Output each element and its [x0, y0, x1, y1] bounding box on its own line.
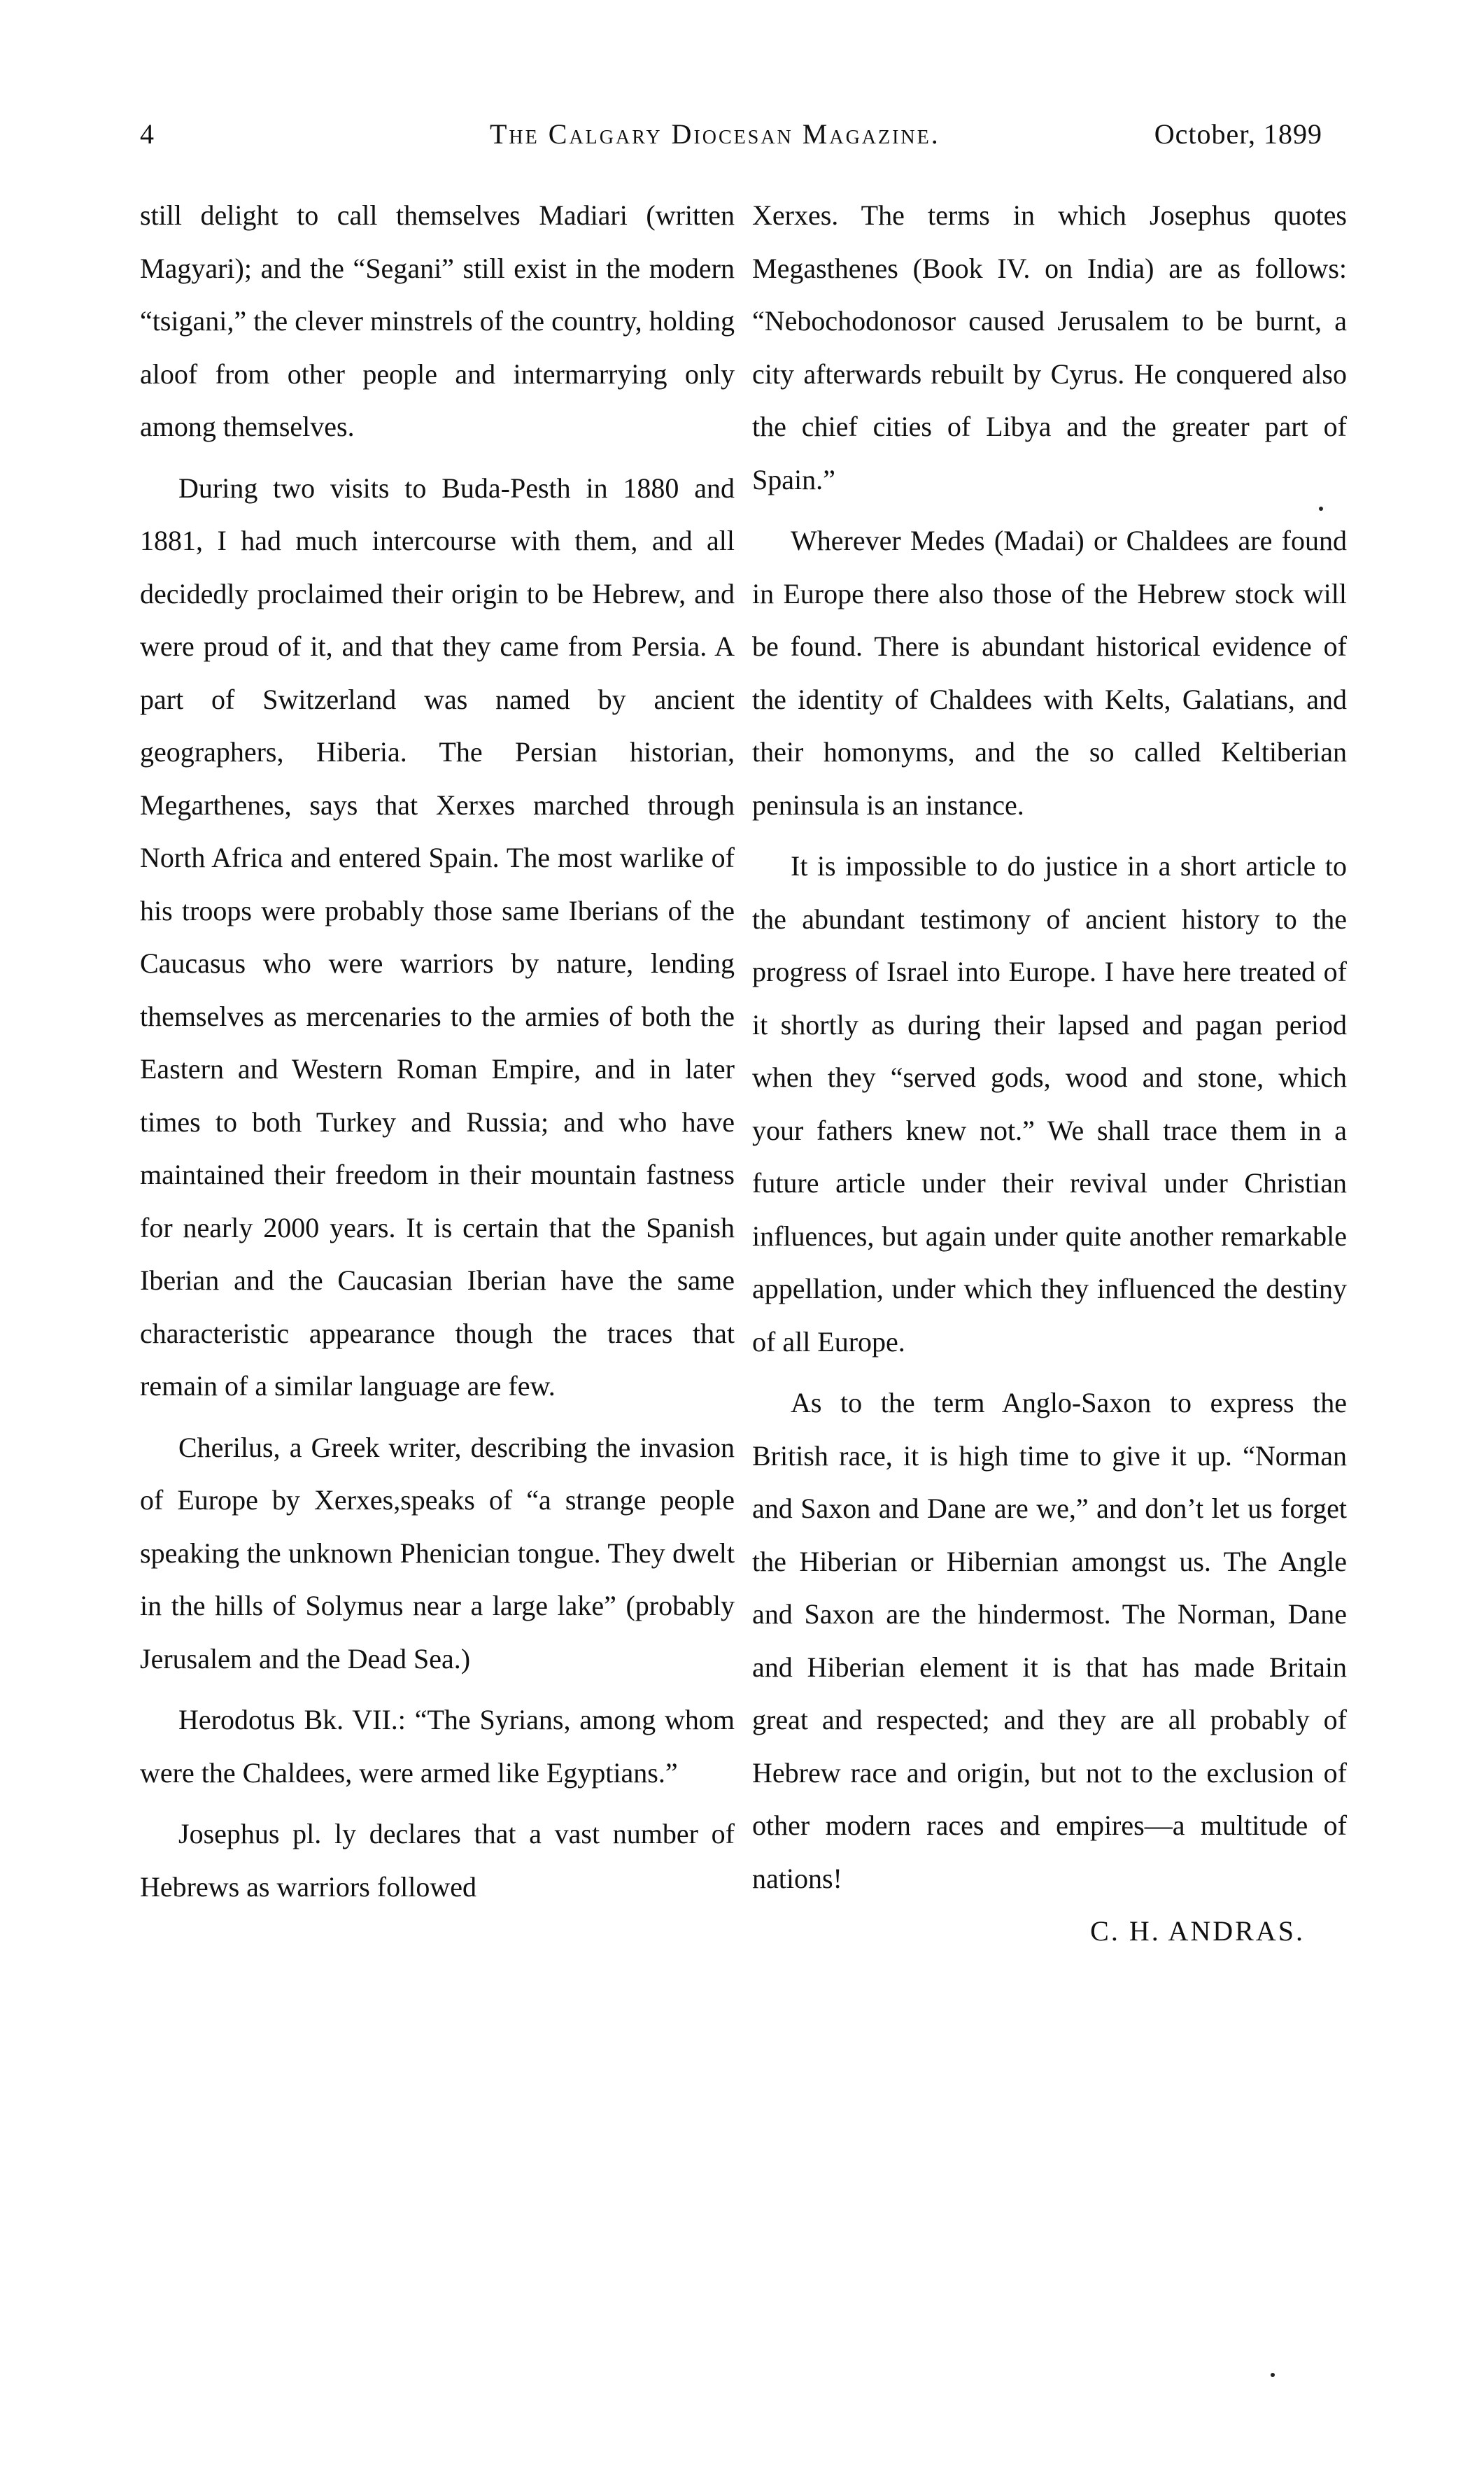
author-signature: C. H. ANDRAS. — [1090, 1915, 1305, 1947]
print-speck — [1271, 2373, 1275, 2377]
issue-date: October, 1899 — [1154, 118, 1322, 150]
article-paragraph: Cherilus, a Greek writer, describing the invasion of Europe by Xerxes,speaks of “a strange people speaking the unknown Phenician tongue. They dwelt in the hills of Solymus near a large lake” (probably Jerusalem and the Dead Sea.) — [140, 1431, 735, 1674]
article-paragraph: still delight to call themselves Madiari (written Magyari); and the “Segani” still exist in the modern “tsigani,” the clever minstrels of the country, holding aloof from other people and intermarrying only among themselves. — [140, 199, 735, 442]
article-paragraph: Wherever Medes (Madai) or Chaldees are found in Europe there also those of the Hebrew stock will be found. There is abundant historical evidence of the identity of Chaldees with Kelts, Galatians, and their homonyms, and the so called Keltiberian peninsula is an instance. — [752, 525, 1347, 821]
page-number: 4 — [140, 118, 155, 150]
article-paragraph: It is impossible to do justice in a short article to the abundant testimony of ancient history to the progress of Israel into Europe. I have here treated of it shortly as during their lapsed and pagan period when they “served gods, wood and stone, which your fathers knew not.” We shall trace them in a future article under their revival under Christian influences, but again under quite another remarkable appellation, under which they influenced the destiny of all Europe. — [752, 850, 1347, 1358]
article-paragraph: Josephus pl. ly declares that a vast number of Hebrews as warriors followed — [140, 1818, 735, 1903]
right-column — [752, 189, 1347, 1958]
page-header — [140, 118, 1322, 160]
left-column — [140, 189, 735, 1913]
article-paragraph: As to the term Anglo-Saxon to express the British race, it is high time to give it up. “Norman and Saxon and Dane are we,” and don’t let us forget the Hiberian or Hibernian amongst us. The Angle and Saxon are the hindermost. The Norman, Dane and Hiberian element it is that has made Britain great and respected; and they are all probably of Hebrew race and origin, but not to the exclusion of other modern races and empires—a multitude of nations! — [752, 1387, 1347, 1894]
article-paragraph: Herodotus Bk. VII.: “The Syrians, among whom were the Chaldees, were armed like Egyptians.” — [140, 1704, 735, 1789]
article-paragraph: During two visits to Buda-Pesth in 1880 and 1881, I had much intercourse with them, and all decidedly proclaimed their origin to be Hebrew, and were proud of it, and that they came from Persia. A part of Switzerland was named by ancient geographers, Hiberia. The Persian historian, Megarthenes, says that Xerxes marched through North Africa and entered Spain. The most warlike of his troops were probably those same Iberians of the Caucasus who were warriors by nature, lending themselves as mercenaries to the armies of both the Eastern and Western Roman Empire, and in later times to both Turkey and Russia; and who have maintained their freedom in their mountain fastness for nearly 2000 years. It is certain that the Spanish Iberian and the Caucasian Iberian have the same characteristic appearance though the traces that remain of a similar language are few. — [140, 472, 735, 1402]
magazine-title: The Calgary Diocesan Magazine. — [490, 118, 940, 150]
print-speck — [1319, 507, 1323, 511]
article-paragraph: Xerxes. The terms in which Josephus quotes Megasthenes (Book IV. on India) are as follows: “Nebochodonosor caused Jerusalem to be burnt, a city afterwards rebuilt by Cyrus. He conquered also the chief cities of Libya and the greater part of Spain.” — [752, 199, 1347, 495]
